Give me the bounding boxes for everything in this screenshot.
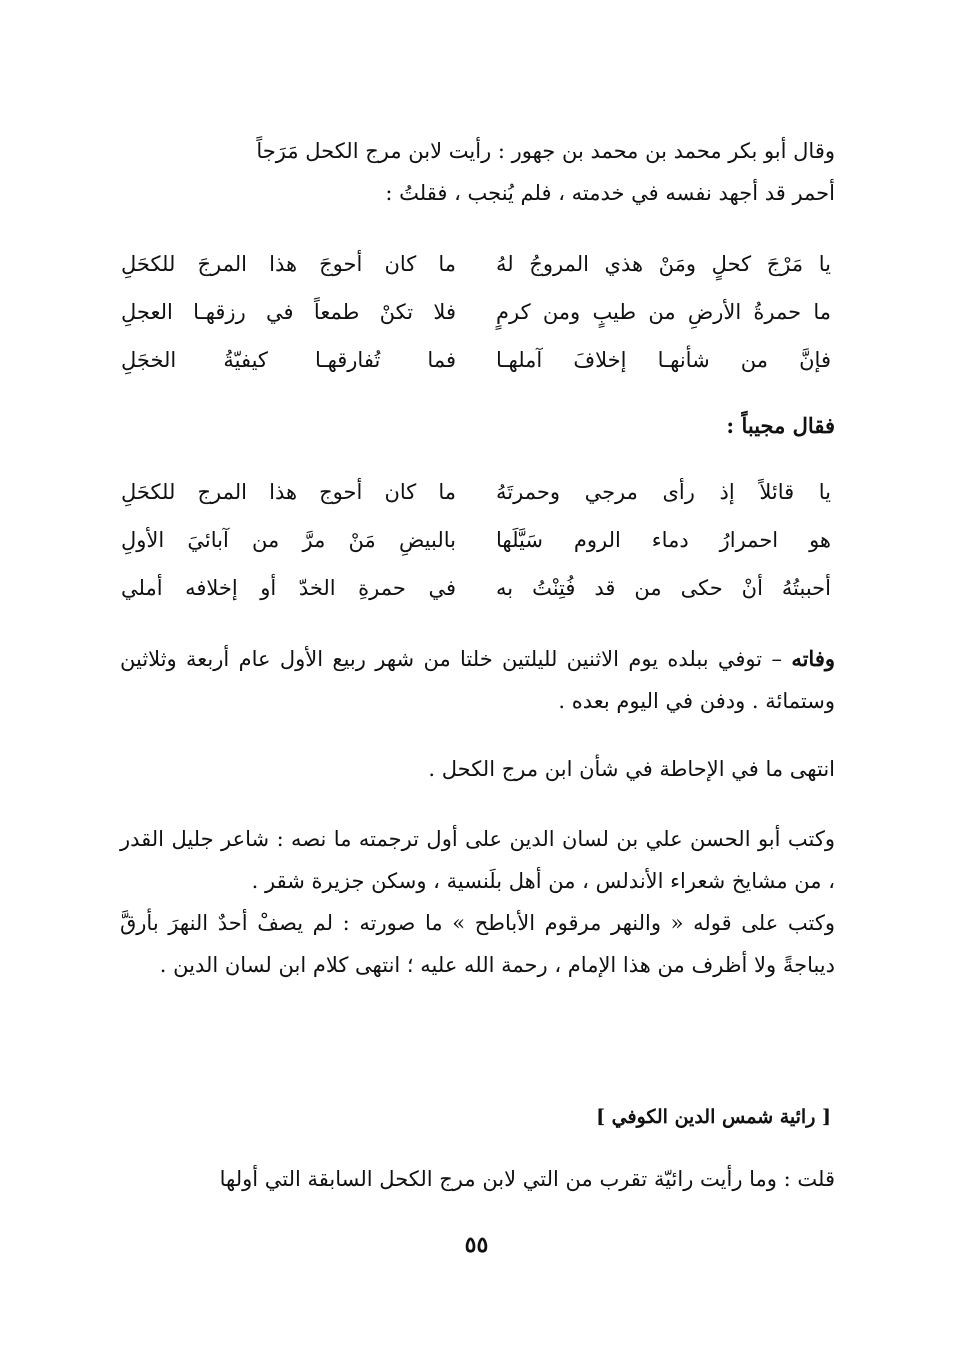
- second-hemistich: ما كان أحوج هذا المرج للكحَلِ: [121, 480, 456, 504]
- ibn-khatib-para-2: وكتب على قوله « والنهر مرقوم الأباطح » ما صورته : لم يصفْ أحدٌ النهرَ بأرقَّ ديباجةً ولا أظرف من هذا الإمام ، رحمة الله عليه ؛ انتهى كلام ابن لسان الدين .: [120, 911, 835, 977]
- end-ihata-paragraph: [120, 748, 835, 790]
- first-hemistich: يا قائلاً إذ رأى مرجي وحمرتَهُ: [496, 480, 831, 504]
- death-body: – توفي ببلده يوم الاثنين لليلتين خلتا من شهر ربيع الأول عام أربعة وثلاثين وستمائة . ودفن في اليوم بعده .: [120, 647, 835, 713]
- second-hemistich: ما كان أحوجَ هذا المرجَ للكحَلِ: [121, 252, 456, 276]
- poem-2-verse: [121, 468, 831, 516]
- ibn-khatib-para-1: وكتب أبو الحسن علي بن لسان الدين على أول ترجمته ما نصه : شاعر جليل القدر ، من مشايخ شعراء الأندلس ، من أهل بلَنسية ، وسكن جزيرة شقر .: [120, 827, 835, 893]
- second-hemistich: فما تُفارقهـا كيفيّةُ الخجَلِ: [121, 348, 456, 372]
- first-hemistich: أحببتُهُ أنْ حكى من قد فُتِنْتُ به: [496, 576, 831, 600]
- first-hemistich: فإنَّ من شأنهـا إخلافَ آملهـا: [496, 348, 831, 372]
- first-hemistich: يا مَرْجَ كحلٍ ومَنْ هذي المروجُ لهُ: [496, 252, 831, 276]
- second-hemistich: بالبيضِ مَنْ مرَّ من آبائيَ الأولِ: [121, 528, 456, 552]
- second-hemistich: فلا تكنْ طمعاً في رزقهـا العجلِ: [121, 300, 456, 324]
- second-hemistich: في حمرةِ الخدّ أو إخلافه أملي: [121, 576, 456, 600]
- final-paragraph: [120, 1158, 835, 1200]
- poem-1-verse: [121, 288, 831, 336]
- death-label: وفاته: [791, 646, 835, 671]
- first-hemistich: هو احمرارُ دماء الروم سَيَّلَها: [496, 528, 831, 552]
- poem-2: [121, 468, 831, 612]
- first-hemistich: ما حمرةُ الأرضِ من طيبٍ ومن كرمٍ: [496, 300, 831, 324]
- intro-paragraph: [120, 130, 835, 214]
- ibn-khatib-notes: [120, 818, 835, 986]
- death-paragraph: [120, 638, 835, 722]
- poem-1: [121, 240, 831, 384]
- intro-line-1: وقال أبو بكر محمد بن محمد بن جهور : رأيت لابن مرج الكحل مَرَجاً: [256, 139, 835, 163]
- reply-intro: [120, 405, 835, 447]
- poem-2-verse: [121, 564, 831, 612]
- end-ihata-text: انتهى ما في الإحاطة في شأن ابن مرج الكحل .: [428, 757, 835, 781]
- section-heading: [ رائية شمس الدين الكوفي ]: [596, 1106, 831, 1128]
- reply-intro-text: فقال مجيباً :: [726, 413, 835, 438]
- final-line: قلت : وما رأيت رائيّة تقرب من التي لابن مرج الكحل السابقة التي أولها: [219, 1167, 835, 1191]
- intro-line-2: أحمر قد أجهد نفسه في خدمته ، فلم يُنجب ، فقلتُ :: [385, 181, 835, 205]
- poem-1-verse: [121, 336, 831, 384]
- poem-2-verse: [121, 516, 831, 564]
- death-text: [120, 638, 835, 722]
- poem-1-verse: [121, 240, 831, 288]
- page-number: ٥٥: [464, 1232, 489, 1258]
